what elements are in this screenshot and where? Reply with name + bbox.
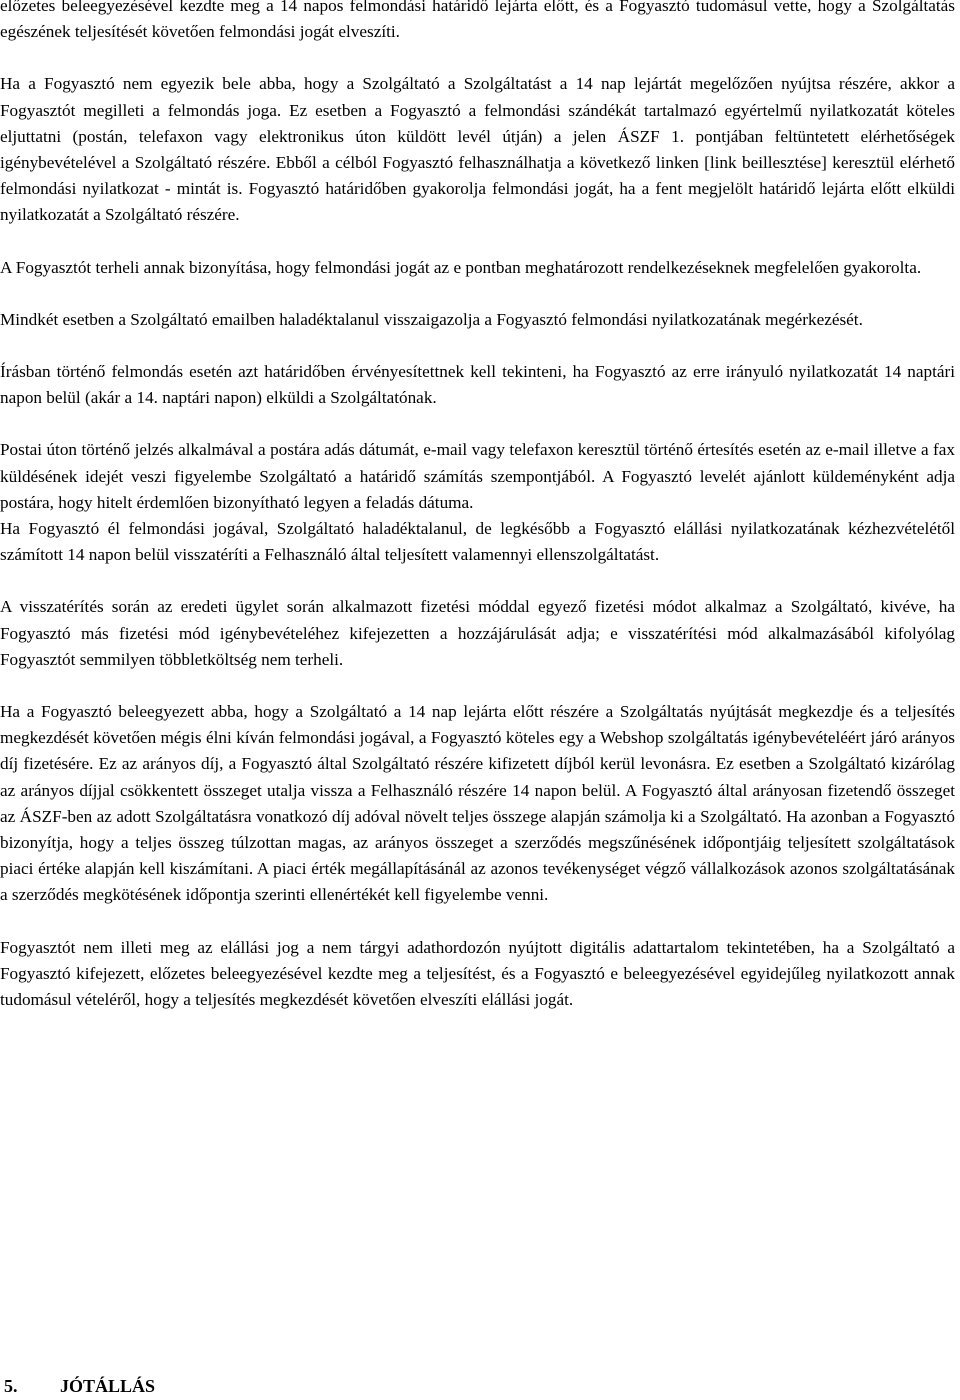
section-number: 5. — [4, 1376, 18, 1396]
paragraph: Ha Fogyasztó él felmondási jogával, Szolgáltató haladéktalanul, de legkésőbb a Fogyasztó elállási nyilatkozatának kézhezvételétől számított 14 napon belül visszatéríti a Felhasználó által teljesített valamennyi ellenszolgáltatást. — [0, 519, 955, 565]
paragraph: előzetes beleegyezésével kezdte meg a 14 napos felmondási határidő lejárta előtt, és a Fogyasztó tudomásul vette, hogy a Szolgáltatás egészének teljesítését követően felmondási jogát elveszíti. — [0, 0, 955, 42]
paragraph: A visszatérítés során az eredeti ügylet során alkalmazott fizetési móddal egyező fizetési módot alkalmaz a Szolgáltató, kivéve, ha Fogyasztó más fizetési mód igénybevételéhez kifejezetten a hozzájárulását adja; e visszatérítési mód alkalmazásából kifolyólag Fogyasztót semmilyen többletköltség nem terheli. — [0, 597, 955, 669]
section-title: JÓTÁLLÁS — [60, 1376, 156, 1396]
paragraph: Ha a Fogyasztó beleegyezett abba, hogy a Szolgáltató a 14 nap lejárta előtt részére a Szolgáltatás nyújtását megkezdje és a teljesítés megkezdését követően mégis élni kíván felmondási jogával, a Fogyasztó köteles egy a Webshop szolgáltatás igénybevételéért járó arányos díj fizetésére. Ez az arányos díj, a Fogyasztó által Szolgáltató részére kifizetett díjból kerül levonásra. Ez esetben a Szolgáltató kizárólag az arányos díjjal csökkentett összeget utalja vissza a Felhasználó részére 14 napon belül. A Fogyasztó által arányosan fizetendő összeget az ÁSZF-ben az adott Szolgáltatásra vonatkozó díj adóval növelt teljes összege alapján számolja ki a Szolgáltató. Ha azonban a Fogyasztó bizonyítja, hogy a teljes összeg túlzottan magas, az arányos összeget a szerződés megszűnésének időpontjáig teljesített szolgáltatások piaci értéke alapján kell kiszámítani. A piaci érték megállapításánál az azonos tevékenységet végző vállalkozások azonos szolgáltatásának a szerződés megkötésének időpontja szerinti ellenértékét kell figyelembe venni. — [0, 702, 955, 905]
section-heading — [4, 1373, 155, 1399]
paragraph: Postai úton történő jelzés alkalmával a postára adás dátumát, e-mail vagy telefaxon keresztül történő értesítés esetén az e-mail illetve a fax küldésének idejét veszi figyelembe Szolgáltató a határidő számítás szempontjából. A Fogyasztó levelét ajánlott küldeményként adja postára, hogy hitelt érdemlően bizonyítható legyen a feladás dátuma. — [0, 440, 955, 512]
paragraph: Fogyasztót nem illeti meg az elállási jog a nem tárgyi adathordozón nyújtott digitális adattartalom tekintetében, ha a Szolgáltató a Fogyasztó kifejezett, előzetes beleegyezésével kezdte meg a teljesítést, és a Fogyasztó e beleegyezésével egyidejűleg nyilatkozott annak tudomásul vételéről, hogy a teljesítés megkezdését követően elveszíti elállási jogát. — [0, 937, 955, 1010]
paragraph: Írásban történő felmondás esetén azt határidőben érvényesítettnek kell tekinteni, ha Fogyasztó az erre irányuló nyilatkozatát 14 naptári napon belül (akár a 14. naptári napon) elküldi a Szolgáltatónak. — [0, 362, 955, 408]
paragraph: A Fogyasztót terheli annak bizonyítása, hogy felmondási jogát az e pontban meghatározott rendelkezéseknek megfelelően gyakorolta. — [0, 257, 922, 277]
paragraph: Ha a Fogyasztó nem egyezik bele abba, hogy a Szolgáltató a Szolgáltatást a 14 nap lejártát megelőzően nyújtsa részére, akkor a Fogyasztót megilleti a felmondás joga. Ez esetben a Fogyasztó a felmondási szándékát tartalmazó egyértelmű nyilatkozatát köteles eljuttatni (postán, telefaxon vagy elektronikus úton küldött levél útján) a jelen ÁSZF 1. pontjában feltüntetett elérhetőségek igénybevételével a Szolgáltató részére. Ebből a célból Fogyasztó felhasználhatja a következő linken [link beillesztése] keresztül elérhető felmondási nyilatkozat - mintát is. Fogyasztó határidőben gyakorolja felmondási jogát, ha a fent megjelölt határidő lejárta előtt elküldi nyilatkozatát a Szolgáltató részére. — [0, 74, 955, 225]
paragraph: Mindkét esetben a Szolgáltató emailben haladéktalanul visszaigazolja a Fogyasztó felmondási nyilatkozatának megérkezését. — [0, 309, 863, 329]
